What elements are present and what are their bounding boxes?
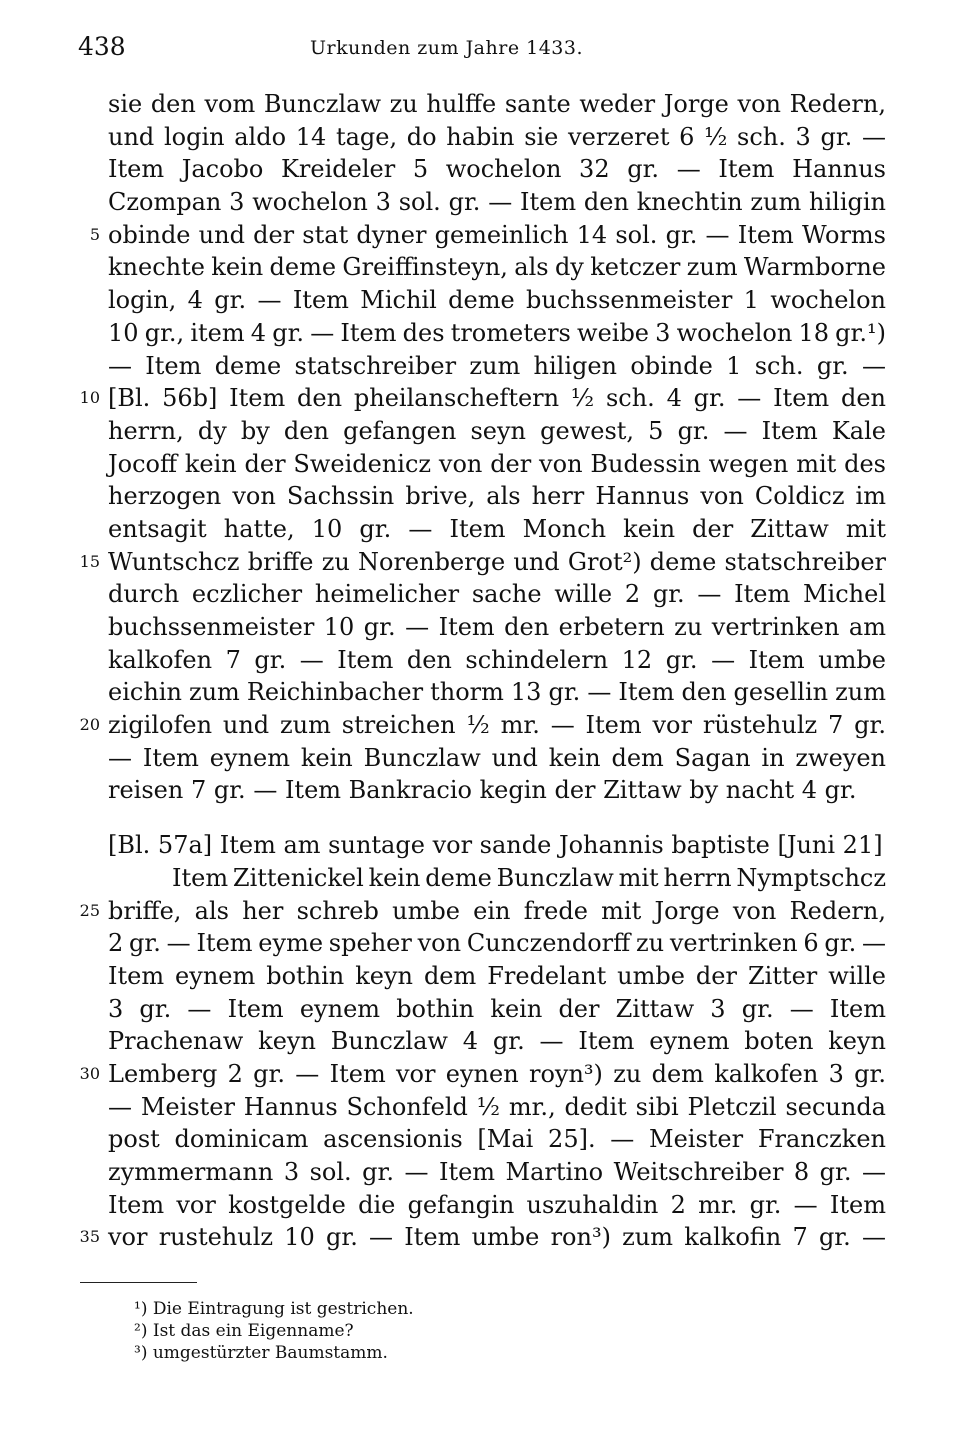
line-text: kalkofen 7 gr. — Item den schindelern 12 gr. — Item umbe: [108, 645, 886, 674]
footnotes: [134, 1298, 734, 1364]
line-text: herrn, dy by den gefangen seyn gewest, 5 gr. — Item Kale: [108, 416, 886, 445]
text-line: [108, 480, 886, 513]
text-line: [108, 1156, 886, 1189]
text-line: [108, 415, 886, 448]
text-line: [108, 862, 886, 895]
line-text: herzogen von Sachssin brive, als herr Hannus von Coldicz im: [108, 482, 886, 511]
line-text: Wuntschcz briffe zu Norenberge und Grot²) deme statschreiber: [108, 547, 886, 576]
line-text: briffe, als her schreb umbe ein frede mit Jorge von Redern,: [108, 896, 886, 925]
line-text: — Meister Hannus Schonfeld ½ mr., dedit sibi Pletczil secunda: [108, 1092, 886, 1121]
main-text: [79, 88, 886, 1254]
text-line: [108, 121, 886, 154]
text-line: [79, 382, 886, 415]
line-text: zigilofen und zum streichen ½ mr. — Item vor rüstehulz 7 gr.: [108, 711, 886, 740]
line-text: Lemberg 2 gr. — Item vor eynen royn³) zu dem kalkofen 3 gr.: [108, 1059, 886, 1088]
line-text: entsagit hatte, 10 gr. — Item Monch kein der Zittaw mit: [108, 514, 886, 543]
text-line: [108, 742, 886, 775]
line-number: 30: [79, 1063, 100, 1083]
text-line: [108, 153, 886, 186]
text-line: [108, 1025, 886, 1058]
line-text: knechte kein deme Greiffinsteyn, als dy ketczer zum Warmborne: [108, 253, 886, 282]
running-title: Urkunden zum Jahre 1433.: [310, 37, 584, 59]
text-line: [79, 709, 886, 742]
line-text: Jocoff kein der Sweidenicz von der von Budessin wegen mit des: [108, 449, 886, 478]
line-text: — Item eynem kein Bunczlaw und kein dem Sagan in zweyen: [108, 743, 886, 772]
line-number: 20: [79, 715, 100, 735]
text-line: [108, 88, 886, 121]
text-line: [79, 1058, 886, 1091]
page-number: 438: [78, 32, 126, 61]
line-text: Item Jacobo Kreideler 5 wochelon 32 gr. — Item Hannus: [108, 155, 886, 184]
line-text: 2 gr. — Item eyme speher von Cunczendorff zu vertrinken 6 gr. —: [108, 929, 886, 958]
text-line: [79, 546, 886, 579]
line-text: Prachenaw keyn Bunczlaw 4 gr. — Item eynem boten keyn: [108, 1027, 886, 1056]
line-text: durch eczlicher heimelicher sache wille 2 gr. — Item Michel: [108, 580, 886, 609]
text-line: [108, 774, 886, 807]
text-line: [108, 927, 886, 960]
line-number: 15: [79, 551, 100, 571]
text-line: [108, 1091, 886, 1124]
footnote: ³) umgestürzter Baumstamm.: [134, 1343, 388, 1363]
line-text: — Item deme statschreiber zum hiligen obinde 1 sch. gr. —: [108, 351, 886, 380]
text-line: [79, 895, 886, 928]
text-line: [108, 284, 886, 317]
text-line: [89, 219, 886, 252]
line-text: 3 gr. — Item eynem bothin kein der Zittaw 3 gr. — Item: [108, 994, 886, 1023]
line-text: Item Zittenickel kein deme Bunczlaw mit herrn Nymptschcz: [172, 863, 886, 892]
line-text: zymmermann 3 sol. gr. — Item Martino Weitschreiber 8 gr. —: [108, 1158, 886, 1186]
line-text: Czompan 3 wochelon 3 sol. gr. — Item den knechtin zum hiligin: [108, 188, 886, 217]
text-line: [108, 513, 886, 546]
line-text: sie den vom Bunczlaw zu hulffe sante weder Jorge von Redern,: [108, 90, 886, 118]
line-text: 10 gr., item 4 gr. — Item des trometers weibe 3 wochelon 18 gr.¹): [108, 318, 886, 347]
footnote-divider: [80, 1282, 197, 1283]
text-line: [108, 186, 886, 219]
line-text: buchssenmeister 10 gr. — Item den erbetern zu vertrinken am: [108, 613, 886, 641]
text-line: [108, 1123, 886, 1156]
line-text: Item vor kostgelde die gefangin uszuhaldin 2 mr. gr. — Item: [108, 1190, 886, 1219]
section-heading: [108, 829, 886, 862]
line-number: 5: [89, 224, 100, 244]
line-number: 35: [79, 1227, 100, 1247]
text-line: [79, 1221, 886, 1254]
line-text: eichin zum Reichinbacher thorm 13 gr. — Item den gesellin zum: [108, 678, 886, 707]
line-text: Item eynem bothin keyn dem Fredelant umbe der Zitter wille: [108, 961, 886, 990]
text-line: [108, 1189, 886, 1222]
footnote: ²) Ist das ein Eigenname?: [134, 1321, 354, 1341]
line-text: vor rustehulz 10 gr. — Item umbe ron³) zum kalkofin 7 gr. —: [108, 1223, 886, 1252]
line-text: [Bl. 56b] Item den pheilanscheftern ½ sch. 4 gr. — Item den: [108, 384, 886, 413]
text-line: [108, 611, 886, 644]
text-line: [108, 578, 886, 611]
text-line: [108, 993, 886, 1026]
line-text: reisen 7 gr. — Item Bankracio kegin der Zittaw by nacht 4 gr.: [108, 776, 857, 805]
line-text: und login aldo 14 tage, do habin sie verzeret 6 ½ sch. 3 gr. —: [108, 122, 886, 151]
text-line: [108, 644, 886, 677]
text-line: [108, 676, 886, 709]
line-text: post dominicam ascensionis [Mai 25]. — Meister Franczken: [108, 1125, 886, 1154]
text-line: [108, 251, 886, 284]
footnote: ¹) Die Eintragung ist gestrichen.: [134, 1299, 414, 1319]
text-line: [108, 317, 886, 350]
line-text: [Bl. 57a] Item am suntage vor sande Johannis baptiste [Juni 21]: [108, 831, 883, 860]
text-line: [108, 960, 886, 993]
text-line: [108, 448, 886, 481]
text-line: [108, 350, 886, 383]
line-text: login, 4 gr. — Item Michil deme buchssenmeister 1 wochelon: [108, 286, 886, 315]
line-number: 10: [79, 388, 100, 408]
line-number: 25: [79, 900, 100, 920]
line-text: obinde und der stat dyner gemeinlich 14 sol. gr. — Item Worms: [108, 220, 886, 249]
